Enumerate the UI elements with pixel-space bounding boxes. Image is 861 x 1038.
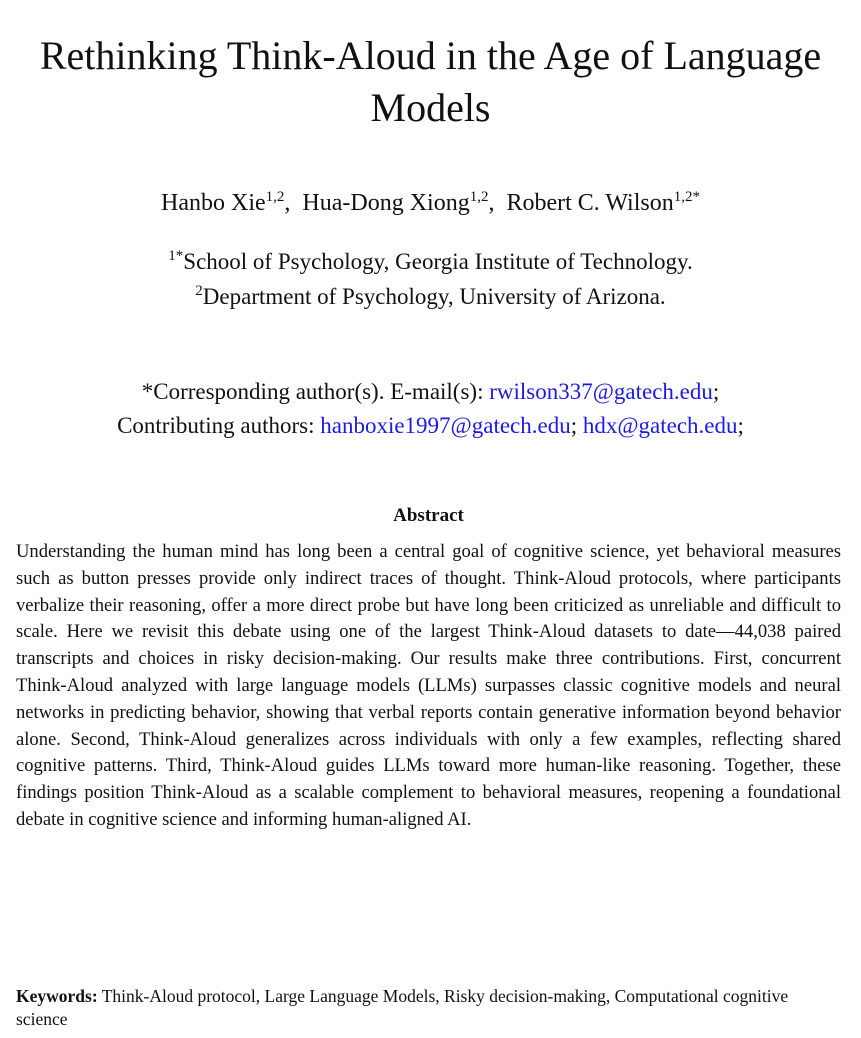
corresponding-suffix: ; xyxy=(712,379,720,404)
affiliation-2 xyxy=(0,279,861,314)
author-separator: , xyxy=(284,190,291,216)
author-1 xyxy=(161,190,290,216)
keywords-label: Keywords: xyxy=(16,986,98,1006)
contributing-prefix: Contributing authors: xyxy=(117,413,321,438)
contributing-email-link-1[interactable]: hanboxie1997@gatech.edu xyxy=(320,413,571,438)
author-affiliation-mark: 1,2 xyxy=(265,189,285,205)
affiliation-list xyxy=(0,244,861,314)
author-separator: , xyxy=(488,190,495,216)
corresponding-author-line xyxy=(0,375,861,409)
corresponding-email-link[interactable]: rwilson337@gatech.edu xyxy=(489,379,713,404)
author-name: Robert C. Wilson xyxy=(506,190,674,216)
affiliation-1 xyxy=(0,244,861,279)
keywords-text: Think-Aloud protocol, Large Language Models, Risky decision-making, Computational cognitive science xyxy=(16,986,789,1029)
author-3 xyxy=(506,190,700,216)
author-list xyxy=(0,188,861,218)
paper-title: Rethinking Think-Aloud in the Age of Language Models xyxy=(39,33,822,130)
affiliation-text: Department of Psychology, University of Arizona. xyxy=(202,284,666,309)
author-name: Hua-Dong Xiong xyxy=(302,190,470,216)
abstract-heading: Abstract xyxy=(393,505,464,526)
author-name: Hanbo Xie xyxy=(161,190,266,216)
corresponding-prefix: *Corresponding author(s). E-mail(s): xyxy=(141,379,490,404)
contributing-separator: ; xyxy=(570,413,583,438)
contributing-suffix: ; xyxy=(737,413,744,438)
contributing-email-link-2[interactable]: hdx@gatech.edu xyxy=(582,413,738,438)
author-affiliation-mark: 1,2 xyxy=(469,189,489,205)
affiliation-text: School of Psychology, Georgia Institute of Technology. xyxy=(183,249,693,274)
author-affiliation-mark: 1,2* xyxy=(673,189,700,205)
contact-block xyxy=(0,375,861,443)
contributing-authors-line xyxy=(0,409,861,443)
affiliation-mark: 1* xyxy=(168,248,184,264)
keywords-line xyxy=(16,985,841,1031)
author-2 xyxy=(302,190,494,216)
affiliation-mark: 2 xyxy=(195,283,203,299)
abstract-text: Understanding the human mind has long been a central goal of cognitive science, yet behavioral measures such as button presses provide only indirect traces of thought. Think-Aloud protocols, where participants verbalize their reasoning, offer a more direct probe but have long been criticized as unreliable and difficult to scale. Here we revisit this debate using one of the largest Think-Aloud datasets to date—44,038 paired transcripts and choices in risky decision-making. Our results make three contributions. First, concurrent Think-Aloud analyzed with large language models (LLMs) surpasses classic cognitive models and neural networks in predicting behavior, showing that verbal reports contain generative information beyond behavior alone. Second, Think-Aloud generalizes across individuals with only a few examples, reflecting shared cognitive patterns. Third, Think-Aloud guides LLMs toward more human-like reasoning. Together, these findings position Think-Aloud as a scalable complement to behavioral measures, reopening a foundational debate in cognitive science and informing human-aligned AI. xyxy=(16,541,841,830)
